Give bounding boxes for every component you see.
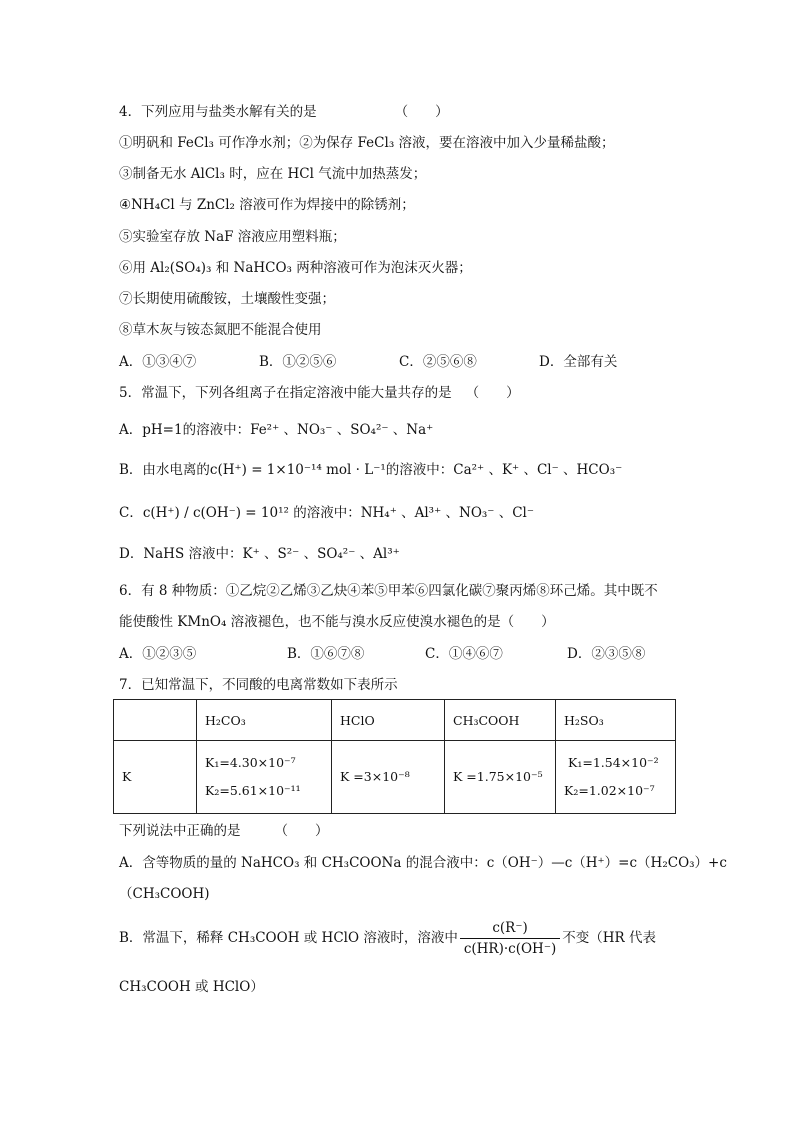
table-header-row: [114, 700, 676, 741]
table-row-label: K: [114, 741, 197, 814]
q7-option-a-line-2: （CH₃COOH): [119, 886, 210, 902]
q4-item-6: ⑦长期使用硫酸铵，土壤酸性变强；: [119, 291, 335, 307]
q7-answer-paren: （ ）: [274, 823, 329, 839]
q4-option-b: B．①②⑤⑥: [259, 354, 337, 370]
table-row: [114, 741, 676, 814]
q5-option-d: D．NaHS 溶液中：K⁺ 、S²⁻ 、SO₄²⁻ 、Al³⁺: [119, 546, 400, 562]
fraction: [460, 919, 560, 958]
q7-option-b-text: B．常温下，稀释 CH₃COOH 或 HClO 溶液时，溶液中: [119, 930, 458, 946]
q4-stem: 4．下列应用与盐类水解有关的是: [119, 104, 317, 120]
h2so3-k2: K₂=1.02×10⁻⁷: [564, 783, 655, 798]
table-cell: [556, 741, 676, 814]
q5-stem: 5．常温下，下列各组离子在指定溶液中能大量共存的是: [119, 385, 452, 401]
q4-item-5: ⑥用 Al₂(SO₄)₃ 和 NaHCO₃ 两种溶液可作为泡沫灭火器；: [119, 260, 472, 276]
q4-option-a: A．①③④⑦: [119, 354, 197, 370]
h2so3-k1: K₁=1.54×10⁻²: [568, 755, 659, 770]
table-header-cell: [114, 700, 197, 741]
q4-item-7: ⑧草木灰与铵态氮肥不能混合使用: [119, 322, 322, 338]
q4-item-4: ⑤实验室存放 NaF 溶液应用塑料瓶；: [119, 229, 346, 245]
q6-option-c: C．①④⑥⑦: [425, 646, 503, 662]
table-header-cell: H₂CO₃: [197, 700, 332, 741]
q7-prompt: 下列说法中正确的是: [119, 823, 241, 839]
q7-stem: 7．已知常温下，不同酸的电离常数如下表所示: [119, 677, 398, 693]
q6-option-a: A．①②③⑤: [119, 646, 197, 662]
table-header-cell: CH₃COOH: [445, 700, 556, 741]
h2co3-k1: K₁=4.30×10⁻⁷: [205, 755, 296, 770]
q7-option-b-line-2: CH₃COOH 或 HClO）: [119, 979, 264, 995]
q4-item-2: ③制备无水 AlCl₃ 时，应在 HCl 气流中加热蒸发；: [119, 166, 427, 182]
table-header-cell: H₂SO₃: [556, 700, 676, 741]
q4-answer-paren: （ ）: [394, 104, 449, 120]
q5-option-c: C．c(H⁺) / c(OH⁻) = 10¹² 的溶液中：NH₄⁺ 、Al³⁺ 、NO₃⁻ 、Cl⁻: [119, 505, 534, 521]
q4-option-c: C．②⑤⑥⑧: [399, 354, 477, 370]
ionization-constant-table: [113, 699, 676, 814]
q6-stem-line-1: 6．有 8 种物质：①乙烷②乙烯③乙炔④苯⑤甲苯⑥四氯化碳⑦聚丙烯⑧环己烯。其中既不: [119, 583, 658, 599]
q4-item-3: ④NH₄Cl 与 ZnCl₂ 溶液可作为焊接中的除锈剂；: [119, 197, 415, 213]
q7-option-a-line-1: A．含等物质的量的 NaHCO₃ 和 CH₃COONa 的混合液中：c（OH⁻）—c（H⁺）=c（H₂CO₃）+c: [119, 855, 727, 871]
q5-stem-line: [119, 384, 520, 402]
q4-item-1: ①明矾和 FeCl₃ 可作净水剂；②为保存 FeCl₃ 溶液，要在溶液中加入少量稀盐酸；: [119, 135, 615, 151]
q5-option-b: B．由水电离的c(H⁺) = 1×10⁻¹⁴ mol · L⁻¹的溶液中：Ca²⁺ 、K⁺ 、Cl⁻ 、HCO₃⁻: [119, 462, 623, 478]
q4-stem-line: [119, 103, 449, 121]
q7-prompt-line: [119, 822, 329, 840]
h2co3-k2: K₂=5.61×10⁻¹¹: [205, 783, 301, 798]
q6-option-b: B．①⑥⑦⑧: [287, 646, 365, 662]
q5-answer-paren: （ ）: [465, 385, 520, 401]
q5-option-a: A．pH=1的溶液中：Fe²⁺ 、NO₃⁻ 、SO₄²⁻ 、Na⁺: [119, 422, 434, 438]
q4-option-d: D．全部有关: [539, 354, 618, 370]
table-cell: [197, 741, 332, 814]
q7-option-b-line-1: [119, 916, 656, 960]
q6-stem-line-2: 能使酸性 KMnO₄ 溶液褪色，也不能与溴水反应使溴水褪色的是（ ）: [119, 614, 555, 630]
fraction-denominator: c(HR)·c(OH⁻): [463, 941, 557, 957]
ch3cooh-k: K =1.75×10⁻⁵: [445, 741, 556, 814]
hclo-k: K =3×10⁻⁸: [332, 741, 445, 814]
q7-option-b-text-tail: 不变（HR 代表: [562, 930, 656, 946]
table-header-cell: HClO: [332, 700, 445, 741]
q6-option-d: D．②③⑤⑧: [567, 646, 646, 662]
fraction-numerator: c(R⁻): [460, 919, 560, 939]
